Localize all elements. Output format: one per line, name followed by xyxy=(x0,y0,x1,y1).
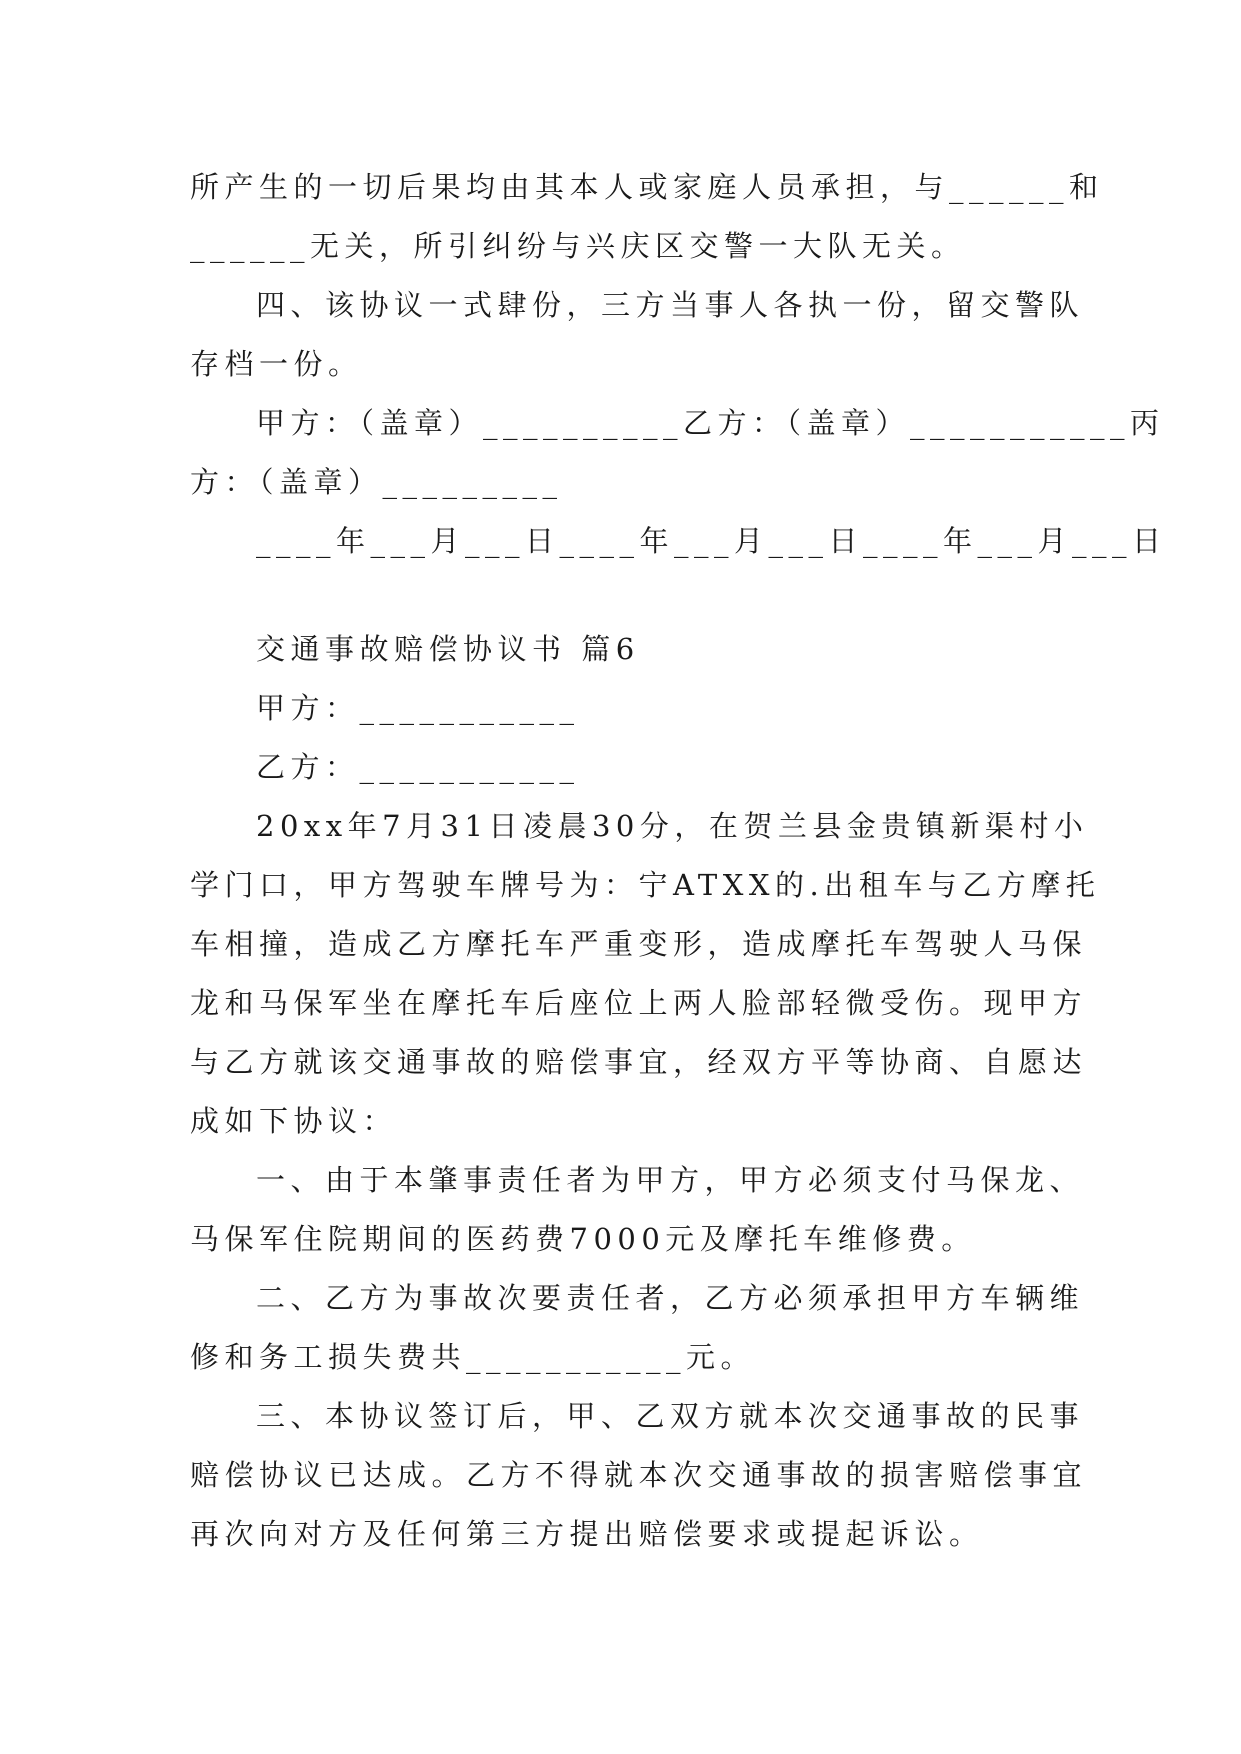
text-line: 再次向对方及任何第三方提出赔偿要求或提起诉讼。 xyxy=(190,1517,984,1551)
text-line: 赔偿协议已达成。乙方不得就本次交通事故的损害赔偿事宜 xyxy=(190,1458,1088,1492)
text-line: ______无关，所引纠纷与兴庆区交警一大队无关。 xyxy=(190,229,966,263)
text-line: 成如下协议： xyxy=(190,1104,398,1138)
signature-line: 甲方：（盖章）__________乙方：（盖章）___________丙 xyxy=(256,406,1165,440)
clause-line: 一、由于本肇事责任者为甲方，甲方必须支付马保龙、 xyxy=(256,1163,1085,1197)
text-line: 马保军住院期间的医药费7000元及摩托车维修费。 xyxy=(190,1222,976,1256)
text-line: 龙和马保军坐在摩托车后座位上两人脸部轻微受伤。现甲方 xyxy=(190,986,1088,1020)
date-line: ____年___月___日____年___月___日____年___月___日 xyxy=(256,524,1167,558)
section-title: 交通事故赔偿协议书 篇6 xyxy=(256,632,640,666)
clause-line: 三、本协议签订后，甲、乙双方就本次交通事故的民事 xyxy=(256,1399,1085,1433)
text-line: 学门口，甲方驾驶车牌号为：宁ATXX的.出租车与乙方摩托 xyxy=(190,868,1101,902)
signature-line: 方：（盖章）_________ xyxy=(190,465,563,499)
text-line: 四、该协议一式肆份，三方当事人各执一份，留交警队 xyxy=(256,288,1085,322)
text-line: 与乙方就该交通事故的赔偿事宜，经双方平等协商、自愿达 xyxy=(190,1045,1088,1079)
text-line: 车相撞，造成乙方摩托车严重变形，造成摩托车驾驶人马保 xyxy=(190,927,1088,961)
party-a-line: 甲方：___________ xyxy=(256,691,580,725)
text-line: 修和务工损失费共___________元。 xyxy=(190,1340,756,1374)
text-line: 20xx年7月31日凌晨30分，在贺兰县金贵镇新渠村小 xyxy=(256,809,1089,843)
text-line: 存档一份。 xyxy=(190,347,363,381)
party-b-line: 乙方：___________ xyxy=(256,750,580,784)
text-line: 所产生的一切后果均由其本人或家庭人员承担，与______和 xyxy=(190,170,1104,204)
clause-line: 二、乙方为事故次要责任者，乙方必须承担甲方车辆维 xyxy=(256,1281,1085,1315)
